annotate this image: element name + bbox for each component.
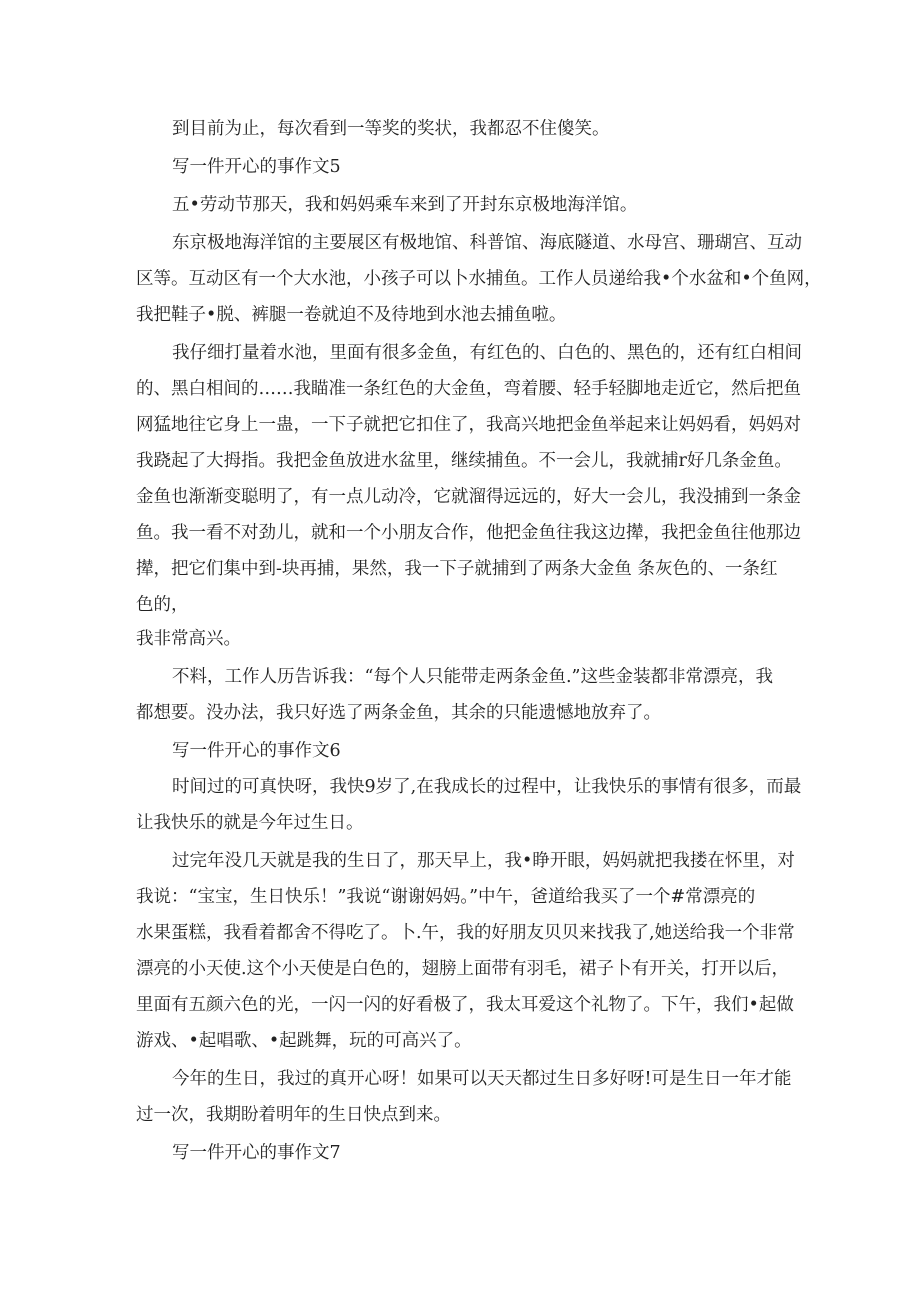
paragraph-line: 五•劳动节那天，我和妈妈乘车来到了开封东京极地海洋馆。 (172, 195, 638, 215)
paragraph-line: 我把鞋子•脱、裤腿一卷就迫不及待地到水池去捕鱼啦。 (136, 305, 567, 325)
paragraph-line: 区等。互动区有一个大水池，小孩子可以卜水捕鱼。工作人员递给我•个水盆和•个鱼网， (136, 269, 822, 289)
section-heading: 写一件开心的事作文6 (172, 741, 341, 761)
paragraph-line: 的、黑白相间的……我瞄准一条红色的大金鱼，弯着腰、轻手轻脚地走近它，然后把鱼 (136, 379, 801, 399)
paragraph-line: 不料，工作人历告诉我：“每个人只能带走两条金鱼.”这些金装都非常漂亮，我 (172, 667, 773, 687)
paragraph-line: 金鱼也渐渐变聪明了，有一点儿动冷，它就溜得远远的，好大一会儿，我没捕到一条金 (136, 487, 801, 507)
paragraph-line: 网猛地往它身上一蛊，一下子就把它扣住了，我高兴地把金鱼举起来让妈妈看，妈妈对 (136, 415, 801, 435)
paragraph-line: 我非常高兴。 (136, 629, 241, 649)
paragraph-line: 我仔细打量着水池，里面有很多金鱼，有红色的、白色的、黑色的，还有红白相间 (172, 343, 802, 363)
paragraph-line: 我说：“宝宝，生日快乐！”我说“谢谢妈妈。”中午，爸道给我买了一个#常漂亮的 (136, 887, 756, 907)
paragraph-line: 东京极地海洋馆的主要展区有极地馆、科普馆、海底隧道、水母宫、珊瑚宫、互动 (172, 233, 802, 253)
paragraph-line: 都想要。没办法，我只好选了两条金鱼，其余的只能遗憾地放弃了。 (136, 703, 661, 723)
paragraph-line: 过一次，我期盼着明年的生日快点到来。 (136, 1105, 451, 1125)
paragraph-line: 过完年没几天就是我的生日了，那天早上，我•睁开眼，妈妈就把我搂在怀里，对 (172, 851, 795, 871)
section-heading: 写一件开心的事作文5 (172, 157, 341, 177)
paragraph-line: 今年的生日，我过的真开心呀！如果可以天天都过生日多好呀!可是生日一年才能 (172, 1069, 792, 1089)
paragraph-line: 鱼。我一看不对劲儿，就和一个小朋友合作，他把金鱼往我这边撵，我把金鱼往他那边 (136, 523, 801, 543)
paragraph-line: 时间过的可真快呀，我快9岁了,在我成长的过程中，让我快乐的事情有很多，而最 (172, 777, 802, 797)
section-heading: 写一件开心的事作文7 (172, 1143, 341, 1163)
paragraph-line: 色的， (136, 595, 189, 615)
paragraph-line: 让我快乐的就是今年过生日。 (136, 813, 364, 833)
paragraph-line: 里面有五颜六色的光，一闪一闪的好看极了，我太耳爱这个礼物了。下午，我们•起做 (136, 995, 794, 1015)
paragraph-line: 水果蛋糕，我看着都舍不得吃了。卜.午，我的好朋友贝贝来找我了,她送给我一个非常 (136, 923, 795, 943)
paragraph-line: 到目前为止，每次看到一等奖的奖状，我都忍不住傻笑。 (172, 119, 610, 139)
paragraph-line: 撵，把它们集中到-块再捕，果然，我一下子就捕到了两条大金鱼 条灰色的、一条红 (136, 559, 778, 579)
paragraph-line: 游戏、•起唱歌、•起跳舞，玩的可高兴了。 (136, 1031, 472, 1051)
paragraph-line: 漂亮的小天使.这个小天使是白色的，翅膀上面带有羽毛，裙子卜有开关，打开以后， (136, 959, 790, 979)
paragraph-line: 我跷起了大拇指。我把金鱼放进水盆里，继续捕鱼。不一会儿，我就捕r好几条金鱼。 (136, 451, 792, 471)
